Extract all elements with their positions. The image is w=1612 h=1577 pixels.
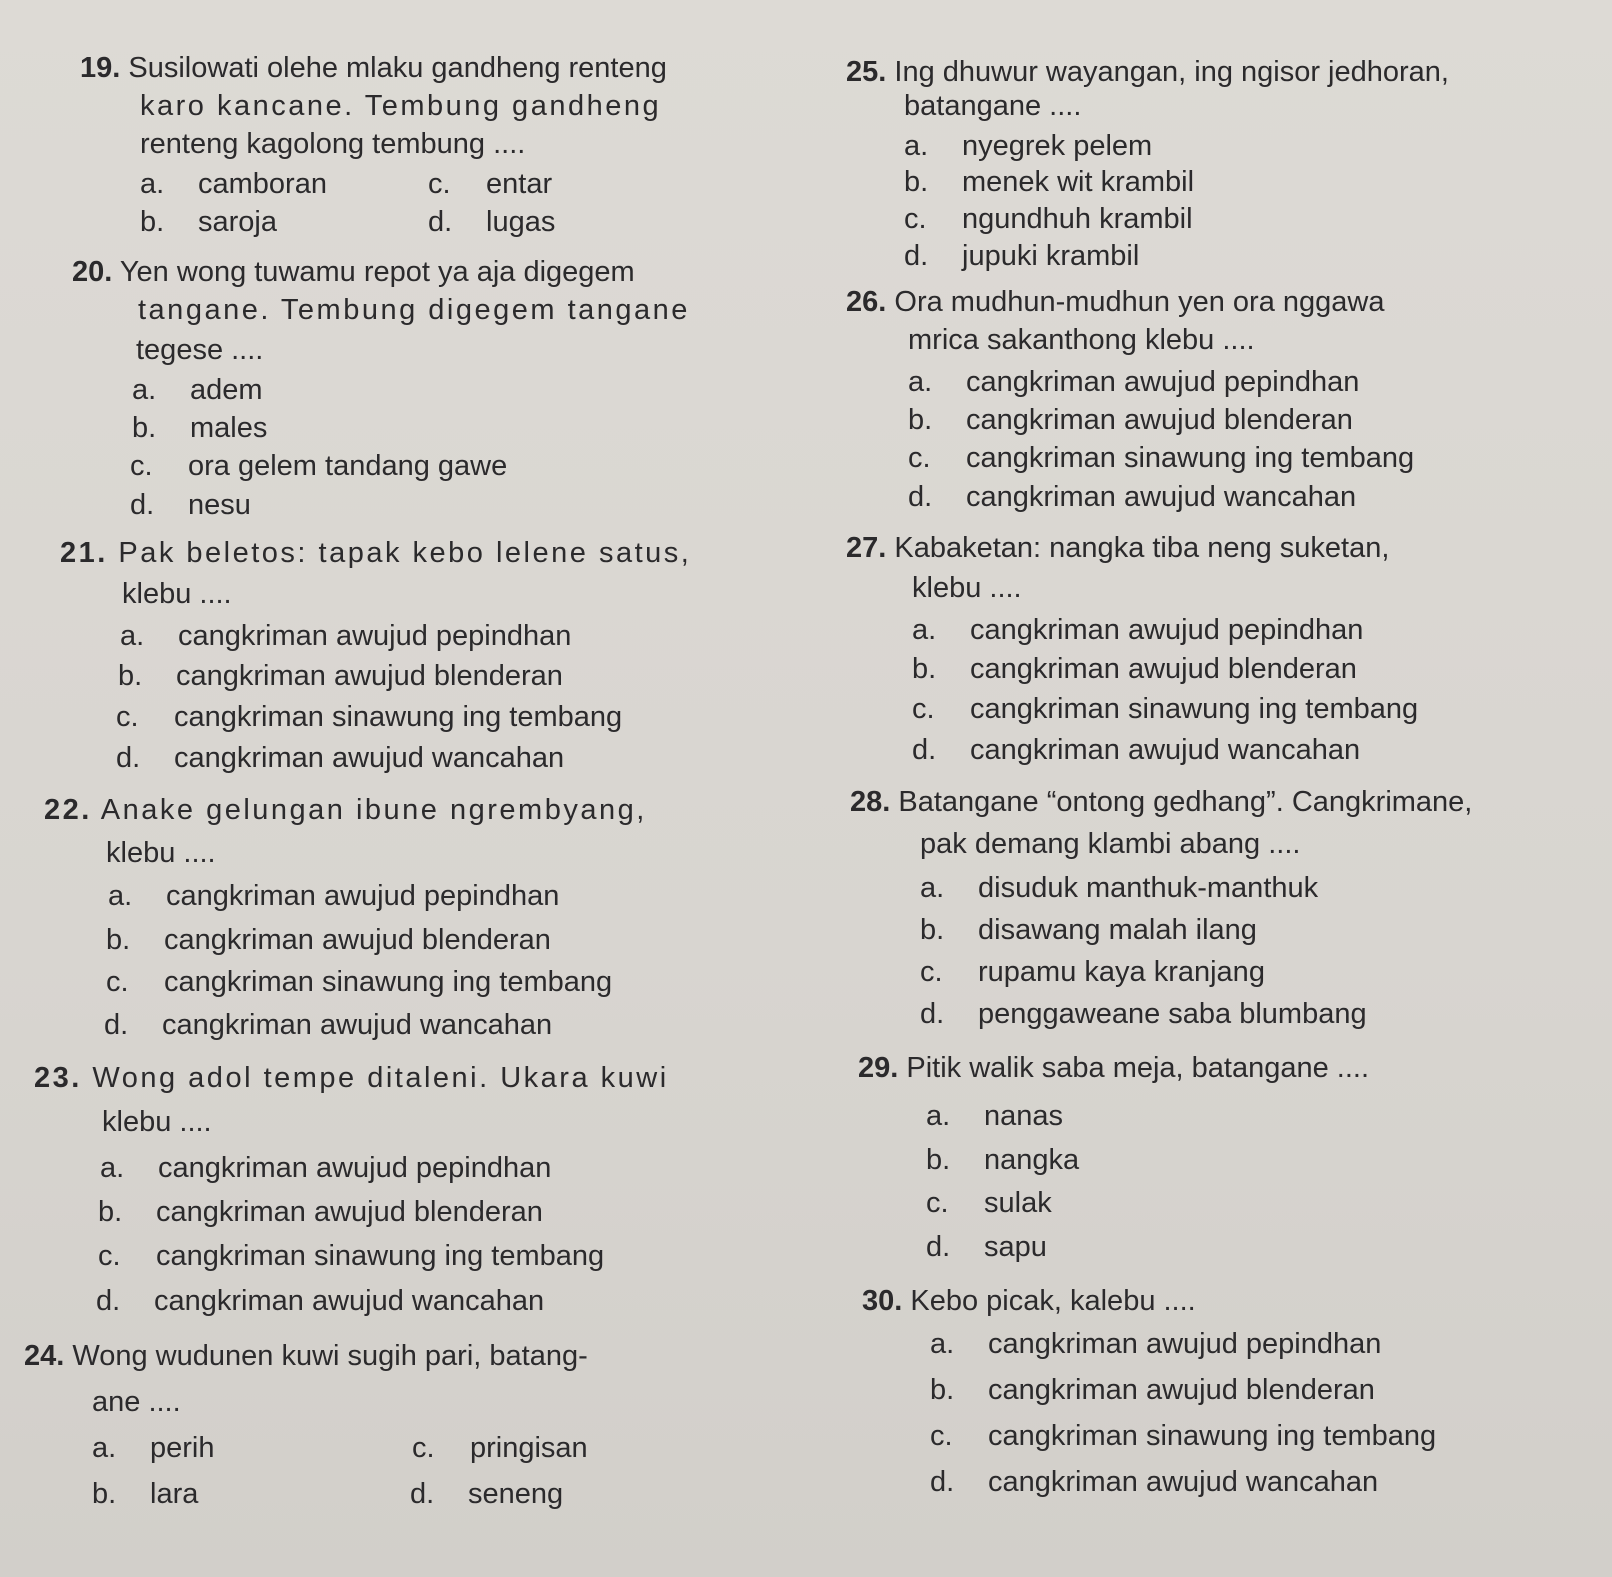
question-number: 30.	[862, 1285, 903, 1317]
question-line: 28. Batangane “ontong gedhang”. Cangkrimane,	[850, 786, 1473, 818]
option-a[interactable]: a. nyegrek pelem	[904, 130, 1153, 162]
option-c[interactable]: c. ngundhuh krambil	[904, 203, 1193, 235]
option-c[interactable]: c. cangkriman sinawung ing tembang	[116, 701, 623, 733]
option-b[interactable]: b. cangkriman awujud blenderan	[912, 653, 1357, 685]
option-b[interactable]: b. cangkriman awujud blenderan	[930, 1374, 1375, 1406]
option-c[interactable]: c. pringisan	[412, 1432, 588, 1464]
option-d[interactable]: d. cangkriman awujud wancahan	[96, 1285, 545, 1317]
question-line: 30. Kebo picak, kalebu ....	[862, 1285, 1196, 1317]
option-c[interactable]: c. sulak	[926, 1187, 1052, 1219]
option-d[interactable]: d. nesu	[130, 489, 251, 521]
question-line: karo kancane. Tembung gandheng	[140, 90, 662, 122]
option-d[interactable]: d. cangkriman awujud wancahan	[908, 481, 1357, 513]
question-number: 20.	[72, 256, 113, 288]
option-b[interactable]: b. lara	[92, 1478, 199, 1510]
question-number: 22.	[44, 794, 92, 826]
option-d[interactable]: d. seneng	[410, 1478, 564, 1510]
question-number: 28.	[850, 786, 891, 818]
option-a[interactable]: a. adem	[132, 374, 263, 406]
question-number: 19.	[80, 52, 121, 84]
option-b[interactable]: b. saroja	[140, 206, 277, 238]
question-line: renteng kagolong tembung ....	[140, 128, 526, 160]
option-d[interactable]: d. jupuki krambil	[904, 240, 1140, 272]
question-number: 23.	[34, 1062, 82, 1094]
option-a[interactable]: a. camboran	[140, 168, 327, 200]
option-c[interactable]: c. cangkriman sinawung ing tembang	[930, 1420, 1437, 1452]
option-b[interactable]: b. males	[132, 412, 268, 444]
question-line: 26. Ora mudhun-mudhun yen ora nggawa	[846, 286, 1385, 318]
question-line: klebu ....	[912, 572, 1022, 604]
option-a[interactable]: a. cangkriman awujud pepindhan	[120, 620, 572, 652]
option-a[interactable]: a. cangkriman awujud pepindhan	[912, 614, 1364, 646]
option-d[interactable]: d. penggaweane saba blumbang	[920, 998, 1367, 1030]
option-a[interactable]: a. perih	[92, 1432, 215, 1464]
option-b[interactable]: b. menek wit krambil	[904, 166, 1195, 198]
option-d[interactable]: d. lugas	[428, 206, 556, 238]
question-line: pak demang klambi abang ....	[920, 828, 1301, 860]
question-number: 25.	[846, 56, 887, 88]
option-b[interactable]: b. cangkriman awujud blenderan	[106, 924, 551, 956]
option-a[interactable]: a. nanas	[926, 1100, 1064, 1132]
option-d[interactable]: d. cangkriman awujud wancahan	[104, 1009, 553, 1041]
question-line: 27. Kabaketan: nangka tiba neng suketan,	[846, 532, 1390, 564]
question-number: 26.	[846, 286, 887, 318]
question-line: tangane. Tembung digegem tangane	[138, 294, 690, 326]
option-a[interactable]: a. disuduk manthuk-manthuk	[920, 872, 1319, 904]
question-line: 25. Ing dhuwur wayangan, ing ngisor jedhoran,	[846, 56, 1449, 88]
question-line: 19. Susilowati olehe mlaku gandheng renteng	[80, 52, 667, 84]
option-d[interactable]: d. cangkriman awujud wancahan	[912, 734, 1361, 766]
option-d[interactable]: d. sapu	[926, 1231, 1047, 1263]
option-a[interactable]: a. cangkriman awujud pepindhan	[908, 366, 1360, 398]
question-line: tegese ....	[136, 334, 264, 366]
option-a[interactable]: a. cangkriman awujud pepindhan	[100, 1152, 552, 1184]
option-b[interactable]: b. nangka	[926, 1144, 1080, 1176]
question-number: 21.	[60, 537, 108, 569]
question-line: 23. Wong adol tempe ditaleni. Ukara kuwi	[34, 1062, 669, 1094]
question-line: 24. Wong wudunen kuwi sugih pari, batang-	[24, 1340, 588, 1372]
question-line: mrica sakanthong klebu ....	[908, 324, 1255, 356]
question-line: klebu ....	[106, 837, 216, 869]
question-number: 27.	[846, 532, 887, 564]
question-line: 21. Pak beletos: tapak kebo lelene satus,	[60, 537, 692, 569]
option-c[interactable]: c. ora gelem tandang gawe	[130, 450, 508, 482]
option-c[interactable]: c. rupamu kaya kranjang	[920, 956, 1265, 988]
option-c[interactable]: c. cangkriman sinawung ing tembang	[98, 1240, 605, 1272]
question-line: batangane ....	[904, 90, 1082, 122]
option-c[interactable]: c. entar	[428, 168, 553, 200]
question-line: 22. Anake gelungan ibune ngrembyang,	[44, 794, 647, 826]
option-d[interactable]: d. cangkriman awujud wancahan	[116, 742, 565, 774]
question-number: 24.	[24, 1340, 65, 1372]
option-b[interactable]: b. cangkriman awujud blenderan	[118, 660, 563, 692]
option-c[interactable]: c. cangkriman sinawung ing tembang	[912, 693, 1419, 725]
option-c[interactable]: c. cangkriman sinawung ing tembang	[908, 442, 1415, 474]
option-b[interactable]: b. disawang malah ilang	[920, 914, 1257, 946]
option-b[interactable]: b. cangkriman awujud blenderan	[98, 1196, 543, 1228]
question-line: 29. Pitik walik saba meja, batangane ....	[858, 1052, 1370, 1084]
question-number: 29.	[858, 1052, 899, 1084]
option-c[interactable]: c. cangkriman sinawung ing tembang	[106, 966, 613, 998]
question-line: ane ....	[92, 1386, 181, 1418]
option-d[interactable]: d. cangkriman awujud wancahan	[930, 1466, 1379, 1498]
option-a[interactable]: a. cangkriman awujud pepindhan	[930, 1328, 1382, 1360]
option-b[interactable]: b. cangkriman awujud blenderan	[908, 404, 1353, 436]
question-line: 20. Yen wong tuwamu repot ya aja digegem	[72, 256, 635, 288]
question-line: klebu ....	[102, 1106, 212, 1138]
question-line: klebu ....	[122, 578, 232, 610]
option-a[interactable]: a. cangkriman awujud pepindhan	[108, 880, 560, 912]
